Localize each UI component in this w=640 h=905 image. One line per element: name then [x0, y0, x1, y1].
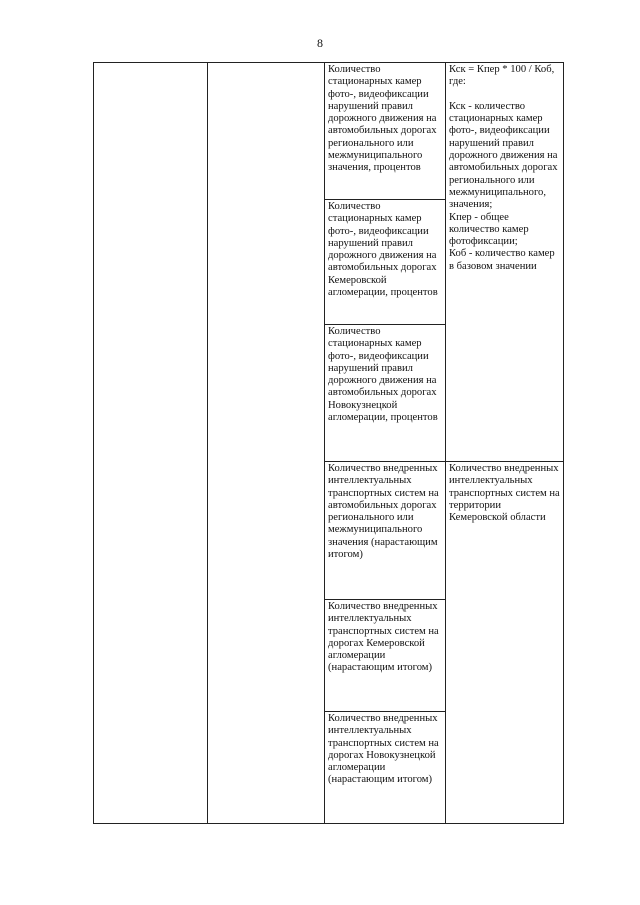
- indicator-cell: Количество стационарных камер фото-, видеофиксации нарушений правил дорожного движения на автомобильных дорогах Новокузнецкой агломерации, процентов: [325, 325, 446, 462]
- indicator-cell: Количество стационарных камер фото-, видеофиксации нарушений правил дорожного движения на автомобильных дорогах Кемеровской агломерации, процентов: [325, 200, 446, 325]
- empty-cell-col-2: [208, 63, 325, 824]
- table-row: [94, 63, 564, 200]
- page-number: 8: [317, 36, 323, 50]
- indicator-cell: Количество внедренных интеллектуальных транспортных систем на дорогах Кемеровской агломерации (нарастающим итогом): [325, 600, 446, 712]
- indicator-cell: Количество внедренных интеллектуальных транспортных систем на дорогах Новокузнецкой агломерации (нарастающим итогом): [325, 712, 446, 824]
- indicator-cell: Количество стационарных камер фото-, видеофиксации нарушений правил дорожного движения на автомобильных дорогах регионального или межмуниципального значения, процентов: [325, 63, 446, 200]
- formula-cell-its: Количество внедренных интеллектуальных транспортных систем на территории Кемеровской области: [446, 462, 564, 824]
- indicators-table: [93, 62, 564, 824]
- formula-cell-cameras: Кск = Кпер * 100 / Коб, где: Кск - количество стационарных камер фото-, видеофиксации нарушений правил дорожного движения на автомобильных дорогах регионального или межмуниципального, значения; Кпер - общее количество камер фотофиксации; Коб - количество камер в базовом значении: [446, 63, 564, 462]
- indicator-cell: Количество внедренных интеллектуальных транспортных систем на автомобильных дорогах регионального или межмуниципального значения (нарастающим итогом): [325, 462, 446, 600]
- empty-cell-col-1: [94, 63, 208, 824]
